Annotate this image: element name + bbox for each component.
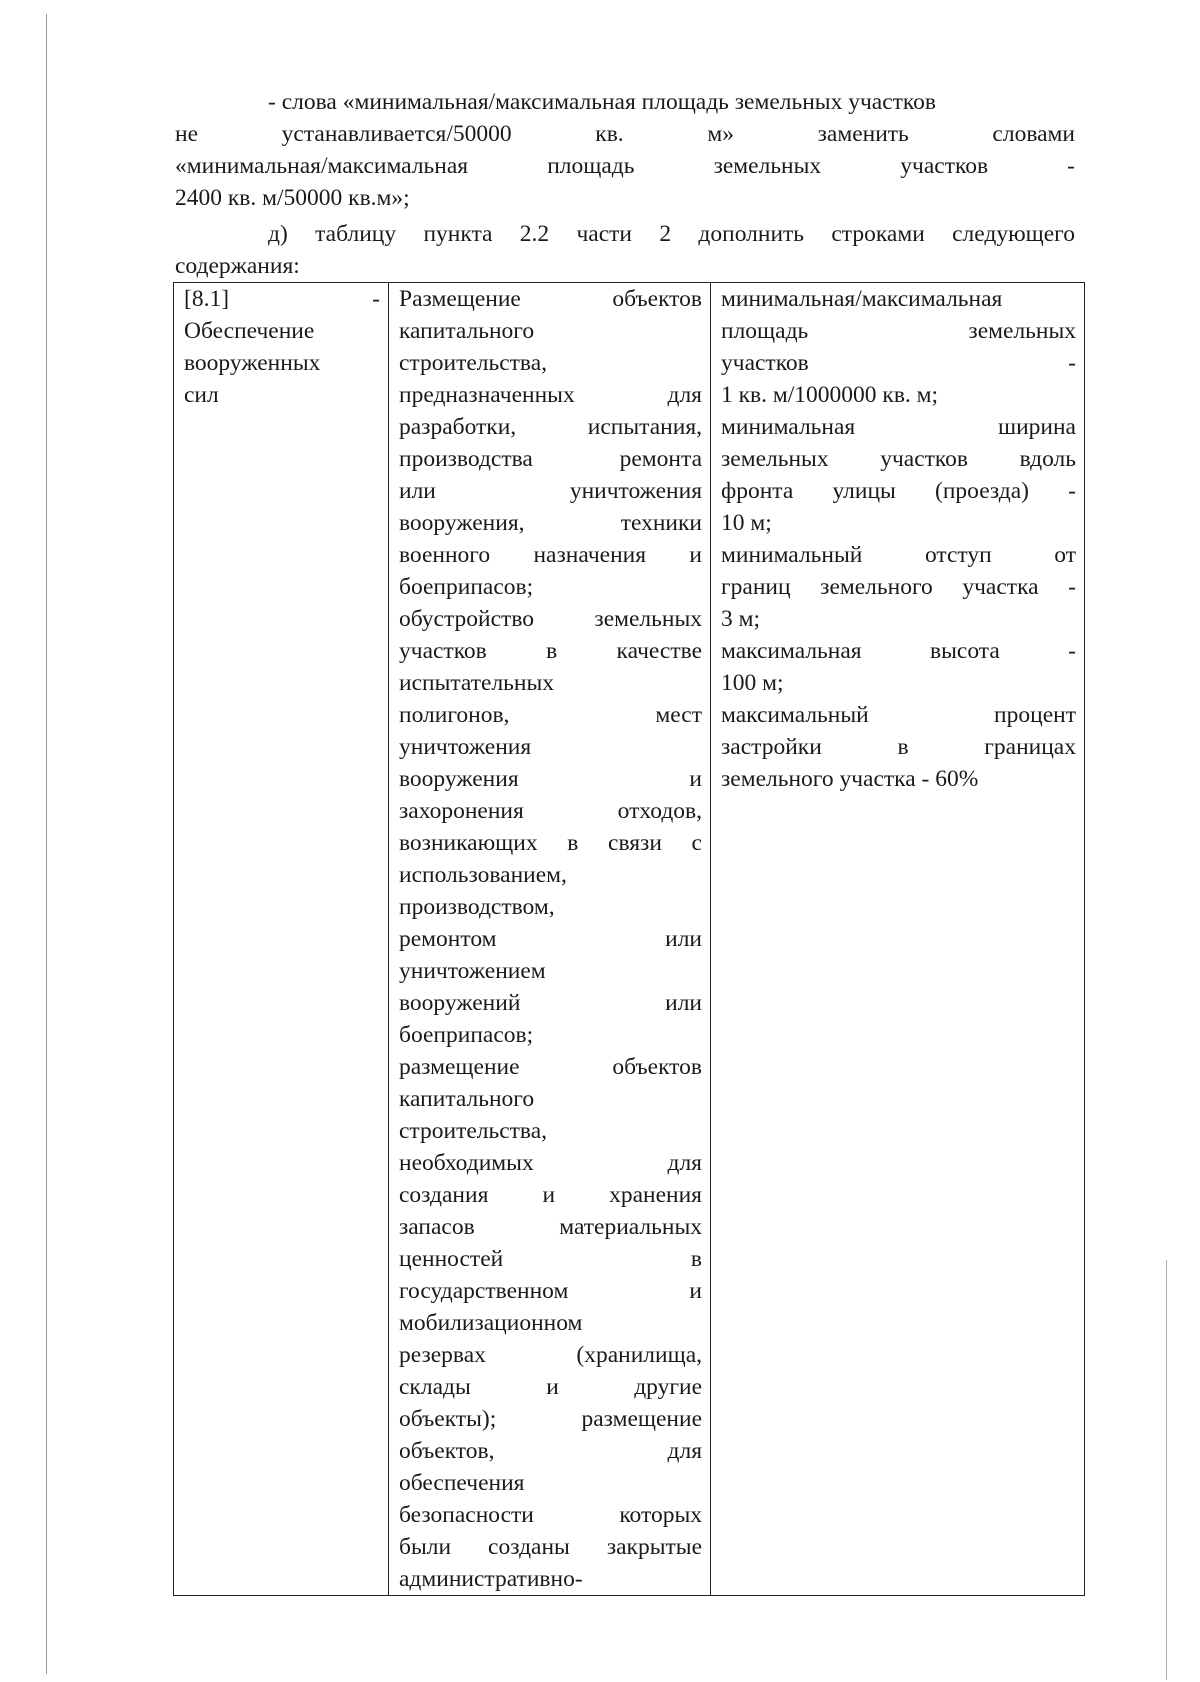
land-use-table [173, 282, 1085, 1596]
cell-line: 10 м; [721, 510, 772, 536]
cell-line: земельного участка - 60% [721, 766, 979, 792]
cell-line: застройки в границах [721, 734, 1076, 760]
paragraph-line: содержания: [175, 253, 300, 279]
cell-line: испытательных [399, 670, 555, 696]
cell-line: предназначенных для [399, 382, 702, 408]
cell-line: вооруженных [184, 350, 321, 376]
cell-line: [8.1] - [184, 286, 380, 312]
cell-line: участков в качестве [399, 638, 702, 664]
cell-line: возникающих в связи с [399, 830, 702, 856]
cell-line: безопасности которых [399, 1502, 702, 1528]
cell-line: максимальная высота - [721, 638, 1076, 664]
cell-line: резервах (хранилища, [399, 1342, 702, 1368]
cell-line: 1 кв. м/1000000 кв. м; [721, 382, 939, 408]
use-code-cell [174, 283, 389, 1596]
cell-line: склады и другие [399, 1374, 702, 1400]
cell-line: производством, [399, 894, 555, 920]
cell-line: или уничтожения [399, 478, 702, 504]
cell-line: производства ремонта [399, 446, 702, 472]
cell-line: ремонтом или [399, 926, 702, 952]
cell-line: разработки, испытания, [399, 414, 702, 440]
cell-line: боеприпасов; [399, 574, 534, 600]
cell-line: государственном и [399, 1278, 702, 1304]
cell-line: фронта улицы (проезда) - [721, 478, 1076, 504]
paragraph-line: - слова «минимальная/максимальная площадь земельных участков [268, 89, 936, 115]
cell-line: военного назначения и [399, 542, 702, 568]
cell-line: земельных участков вдоль [721, 446, 1076, 472]
cell-line: участков - [721, 350, 1076, 376]
scan-edge-left [46, 14, 47, 1674]
paragraph-line: д) таблицу пункта 2.2 части 2 дополнить строками следующего [268, 221, 1075, 247]
cell-line: Обеспечение [184, 318, 315, 344]
cell-line: границ земельного участка - [721, 574, 1076, 600]
cell-line: минимальная/максимальная [721, 286, 1003, 312]
cell-line: площадь земельных [721, 318, 1076, 344]
paragraph-line: не устанавливается/50000 кв. м» заменить словами [175, 121, 1075, 147]
cell-line: размещение объектов [399, 1054, 702, 1080]
cell-line: сил [184, 382, 219, 408]
cell-line: 3 м; [721, 606, 761, 632]
cell-line: были созданы закрытые [399, 1534, 702, 1560]
cell-line: вооружений или [399, 990, 702, 1016]
cell-line: капитального [399, 318, 535, 344]
cell-line: 100 м; [721, 670, 784, 696]
paragraph-line: «минимальная/максимальная площадь земельных участков - [175, 153, 1075, 179]
table-row [174, 283, 1085, 1596]
cell-line: ценностей в [399, 1246, 702, 1272]
cell-line: уничтожения [399, 734, 532, 760]
cell-line: создания и хранения [399, 1182, 702, 1208]
cell-line: обустройство земельных [399, 606, 702, 632]
cell-line: административно- [399, 1566, 583, 1592]
cell-line: захоронения отходов, [399, 798, 702, 824]
cell-line: максимальный процент [721, 702, 1076, 728]
parameters-cell [711, 283, 1085, 1596]
cell-line: вооружения и [399, 766, 702, 792]
cell-line: Размещение объектов [399, 286, 702, 312]
cell-line: капитального [399, 1086, 535, 1112]
cell-line: запасов материальных [399, 1214, 702, 1240]
scan-edge-right [1166, 1260, 1167, 1680]
cell-line: уничтожением [399, 958, 546, 984]
cell-line: строительства, [399, 1118, 547, 1144]
cell-line: необходимых для [399, 1150, 702, 1176]
use-description-cell [389, 283, 711, 1596]
cell-line: вооружения, техники [399, 510, 702, 536]
cell-line: объектов, для [399, 1438, 702, 1464]
cell-line: боеприпасов; [399, 1022, 534, 1048]
cell-line: обеспечения [399, 1470, 525, 1496]
cell-line: объекты); размещение [399, 1406, 702, 1432]
cell-line: полигонов, мест [399, 702, 702, 728]
cell-line: мобилизационном [399, 1310, 583, 1336]
paragraph-line: 2400 кв. м/50000 кв.м»; [175, 185, 410, 211]
cell-line: использованием, [399, 862, 567, 888]
cell-line: минимальная ширина [721, 414, 1076, 440]
cell-line: строительства, [399, 350, 547, 376]
cell-line: минимальный отступ от [721, 542, 1076, 568]
